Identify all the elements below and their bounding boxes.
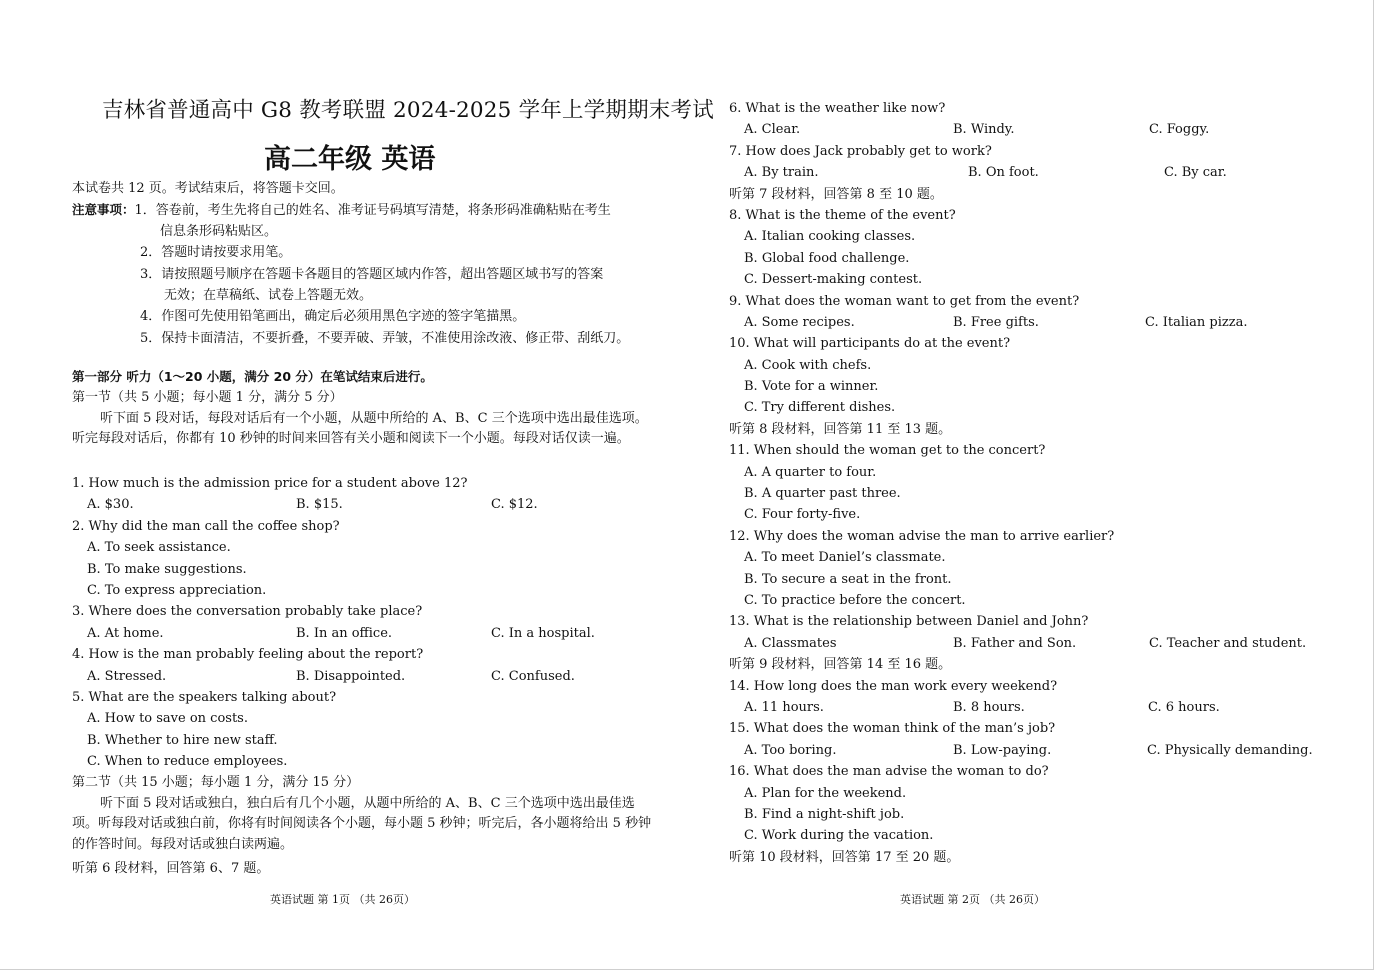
options-row [72, 494, 657, 515]
question: 3. Where does the conversation probably take place? [72, 604, 423, 620]
option: B. In an office. [296, 625, 393, 641]
option: B. Free gifts. [953, 314, 1039, 330]
note-item: 3．请按照题号顺序在答题卡各题目的答题区域内作答，超出答题区域书写的答案 [140, 266, 604, 282]
options-row [729, 697, 1329, 718]
intro-block [72, 178, 657, 349]
note-item: 4．作图可先使用铅笔画出，确定后必须用黑色字迹的签字笔描黑。 [140, 309, 526, 325]
option: B. 8 hours. [953, 699, 1025, 715]
note-item: 2．答题时请按要求用笔。 [140, 245, 292, 261]
option: B. To make suggestions. [87, 561, 247, 577]
option: C. To express appreciation. [87, 582, 267, 598]
question: 5. What are the speakers talking about? [72, 689, 337, 705]
option: B. To secure a seat in the front. [744, 571, 952, 587]
question: 7. How does Jack probably get to work? [729, 143, 992, 159]
option: B. Whether to hire new staff. [87, 732, 278, 748]
option: B. Disappointed. [296, 668, 406, 684]
option: B. On foot. [968, 165, 1039, 181]
question: 1. How much is the admission price for a student above 12? [72, 476, 468, 491]
questions-left [72, 473, 657, 879]
option: A. Plan for the weekend. [744, 785, 907, 801]
option: A. $30. [87, 497, 134, 513]
option: C. 6 hours. [1148, 699, 1220, 715]
question: 6. What is the weather like now? [729, 101, 946, 116]
material-heading: 听第 6 段材料，回答第 6、7 题。 [72, 860, 270, 876]
option: C. Teacher and student. [1149, 635, 1307, 651]
option: A. By train. [744, 165, 819, 181]
options-row [72, 666, 657, 687]
option: A. To meet Daniel’s classmate. [744, 550, 946, 566]
option: B. Windy. [953, 122, 1015, 138]
option: A. At home. [87, 625, 164, 641]
page-footer-right: 英语试题 第 2页 （共 26页） [900, 893, 1045, 906]
option: C. Four forty-five. [744, 507, 861, 523]
section-instructions: 听下面 5 段对话，每段对话后有一个小题，从题中所给的 A、B、C 三个选项中选出最佳选项。听完每段对话后，你都有 10 秒钟的时间来回答有关小题和阅读下一个小题。每段对话仅读一遍。 [72, 410, 648, 447]
question: 9. What does the woman want to get from the event? [729, 293, 1080, 309]
option: C. To practice before the concert. [744, 592, 966, 608]
option: A. A quarter to four. [744, 464, 877, 480]
note-item: 1．答卷前，考生先将自己的姓名、准考证号码填写清楚，将条形码准确粘贴在考生 [134, 203, 611, 219]
option: A. Some recipes. [744, 314, 855, 330]
exam-title: 吉林省普通高中 G8 教考联盟 2024-2025 学年上学期期末考试 [102, 98, 714, 123]
section-heading: 第一节（共 5 小题；每小题 1 分，满分 5 分） [72, 390, 343, 406]
options-row [729, 119, 1329, 140]
option: B. $15. [296, 497, 343, 513]
question: 11. When should the woman get to the concert? [729, 443, 1046, 459]
option: C. $12. [491, 497, 538, 513]
option: B. Father and Son. [953, 635, 1077, 651]
option: C. Physically demanding. [1147, 742, 1313, 758]
question: 4. How is the man probably feeling about the report? [72, 647, 424, 663]
option: A. How to save on costs. [87, 711, 248, 727]
question: 16. What does the man advise the woman to do? [729, 764, 1049, 780]
option: B. A quarter past three. [744, 486, 901, 502]
option: A. 11 hours. [744, 699, 824, 715]
section-heading: 第二节（共 15 小题；每小题 1 分，满分 15 分） [72, 775, 360, 791]
part-heading: 第一部分 听力（1～20 小题，满分 20 分）在笔试结束后进行。 [72, 369, 433, 384]
option: B. Find a night-shift job. [744, 806, 905, 822]
option: A. Stressed. [87, 668, 167, 684]
part1-block [72, 366, 657, 450]
page-footer-left: 英语试题 第 1页 （共 26页） [270, 893, 415, 906]
option: B. Vote for a winner. [744, 379, 879, 395]
option: A. Clear. [744, 122, 801, 138]
intro-line: 本试卷共 12 页。考试结束后，将答题卡交回。 [72, 181, 344, 196]
option: C. Try different dishes. [744, 400, 896, 416]
question: 2. Why did the man call the coffee shop? [72, 518, 340, 534]
note-item: 无效；在草稿纸、试卷上答题无效。 [164, 287, 373, 303]
exam-subtitle: 高二年级 英语 [264, 144, 436, 175]
note-item: 信息条形码粘贴区。 [160, 223, 278, 239]
option: C. When to reduce employees. [87, 754, 288, 770]
option: C. Foggy. [1149, 122, 1210, 138]
option: C. By car. [1164, 165, 1227, 181]
option: C. In a hospital. [491, 625, 595, 641]
option: C. Dessert-making contest. [744, 272, 923, 288]
material-heading: 听第 8 段材料，回答第 11 至 13 题。 [729, 421, 952, 437]
note-item: 5．保持卡面清洁，不要折叠，不要弄破、弄皱，不准使用涂改液、修正带、刮纸刀。 [140, 330, 630, 346]
question: 12. Why does the woman advise the man to arrive earlier? [729, 528, 1115, 544]
option: C. Work during the vacation. [744, 828, 934, 844]
option: A. To seek assistance. [87, 540, 231, 556]
question: 10. What will participants do at the event? [729, 336, 1011, 352]
option: A. Classmates [744, 635, 837, 651]
option: B. Low-paying. [953, 742, 1052, 758]
options-row [729, 633, 1329, 654]
notes-label: 注意事项： [72, 202, 135, 218]
options-row [729, 740, 1329, 761]
option: C. Confused. [491, 668, 575, 684]
options-row [729, 162, 1329, 183]
options-row [729, 312, 1329, 333]
section-instructions: 听下面 5 段对话或独白，独白后有几个小题，从题中所给的 A、B、C 三个选项中选出最佳选项。听每段对话或独白前，你将有时间阅读各个小题，每小题 5 秒钟；听完后，各小题将给出 5 秒钟的作答时间。每段对话或独白读两遍。 [72, 795, 652, 853]
option: A. Cook with chefs. [744, 357, 872, 373]
option: A. Too boring. [744, 742, 837, 758]
question: 13. What is the relationship between Daniel and John? [729, 614, 1089, 630]
material-heading: 听第 10 段材料，回答第 17 至 20 题。 [729, 849, 960, 865]
material-heading: 听第 7 段材料，回答第 8 至 10 题。 [729, 186, 943, 202]
question: 14. How long does the man work every weekend? [729, 678, 1058, 694]
questions-right [729, 98, 1329, 868]
question: 8. What is the theme of the event? [729, 207, 956, 223]
option: C. Italian pizza. [1145, 314, 1248, 330]
option: B. Global food challenge. [744, 250, 910, 266]
material-heading: 听第 9 段材料，回答第 14 至 16 题。 [729, 657, 952, 673]
option: A. Italian cooking classes. [744, 229, 916, 245]
options-row [72, 623, 657, 644]
question: 15. What does the woman think of the man’s job? [729, 721, 1056, 737]
